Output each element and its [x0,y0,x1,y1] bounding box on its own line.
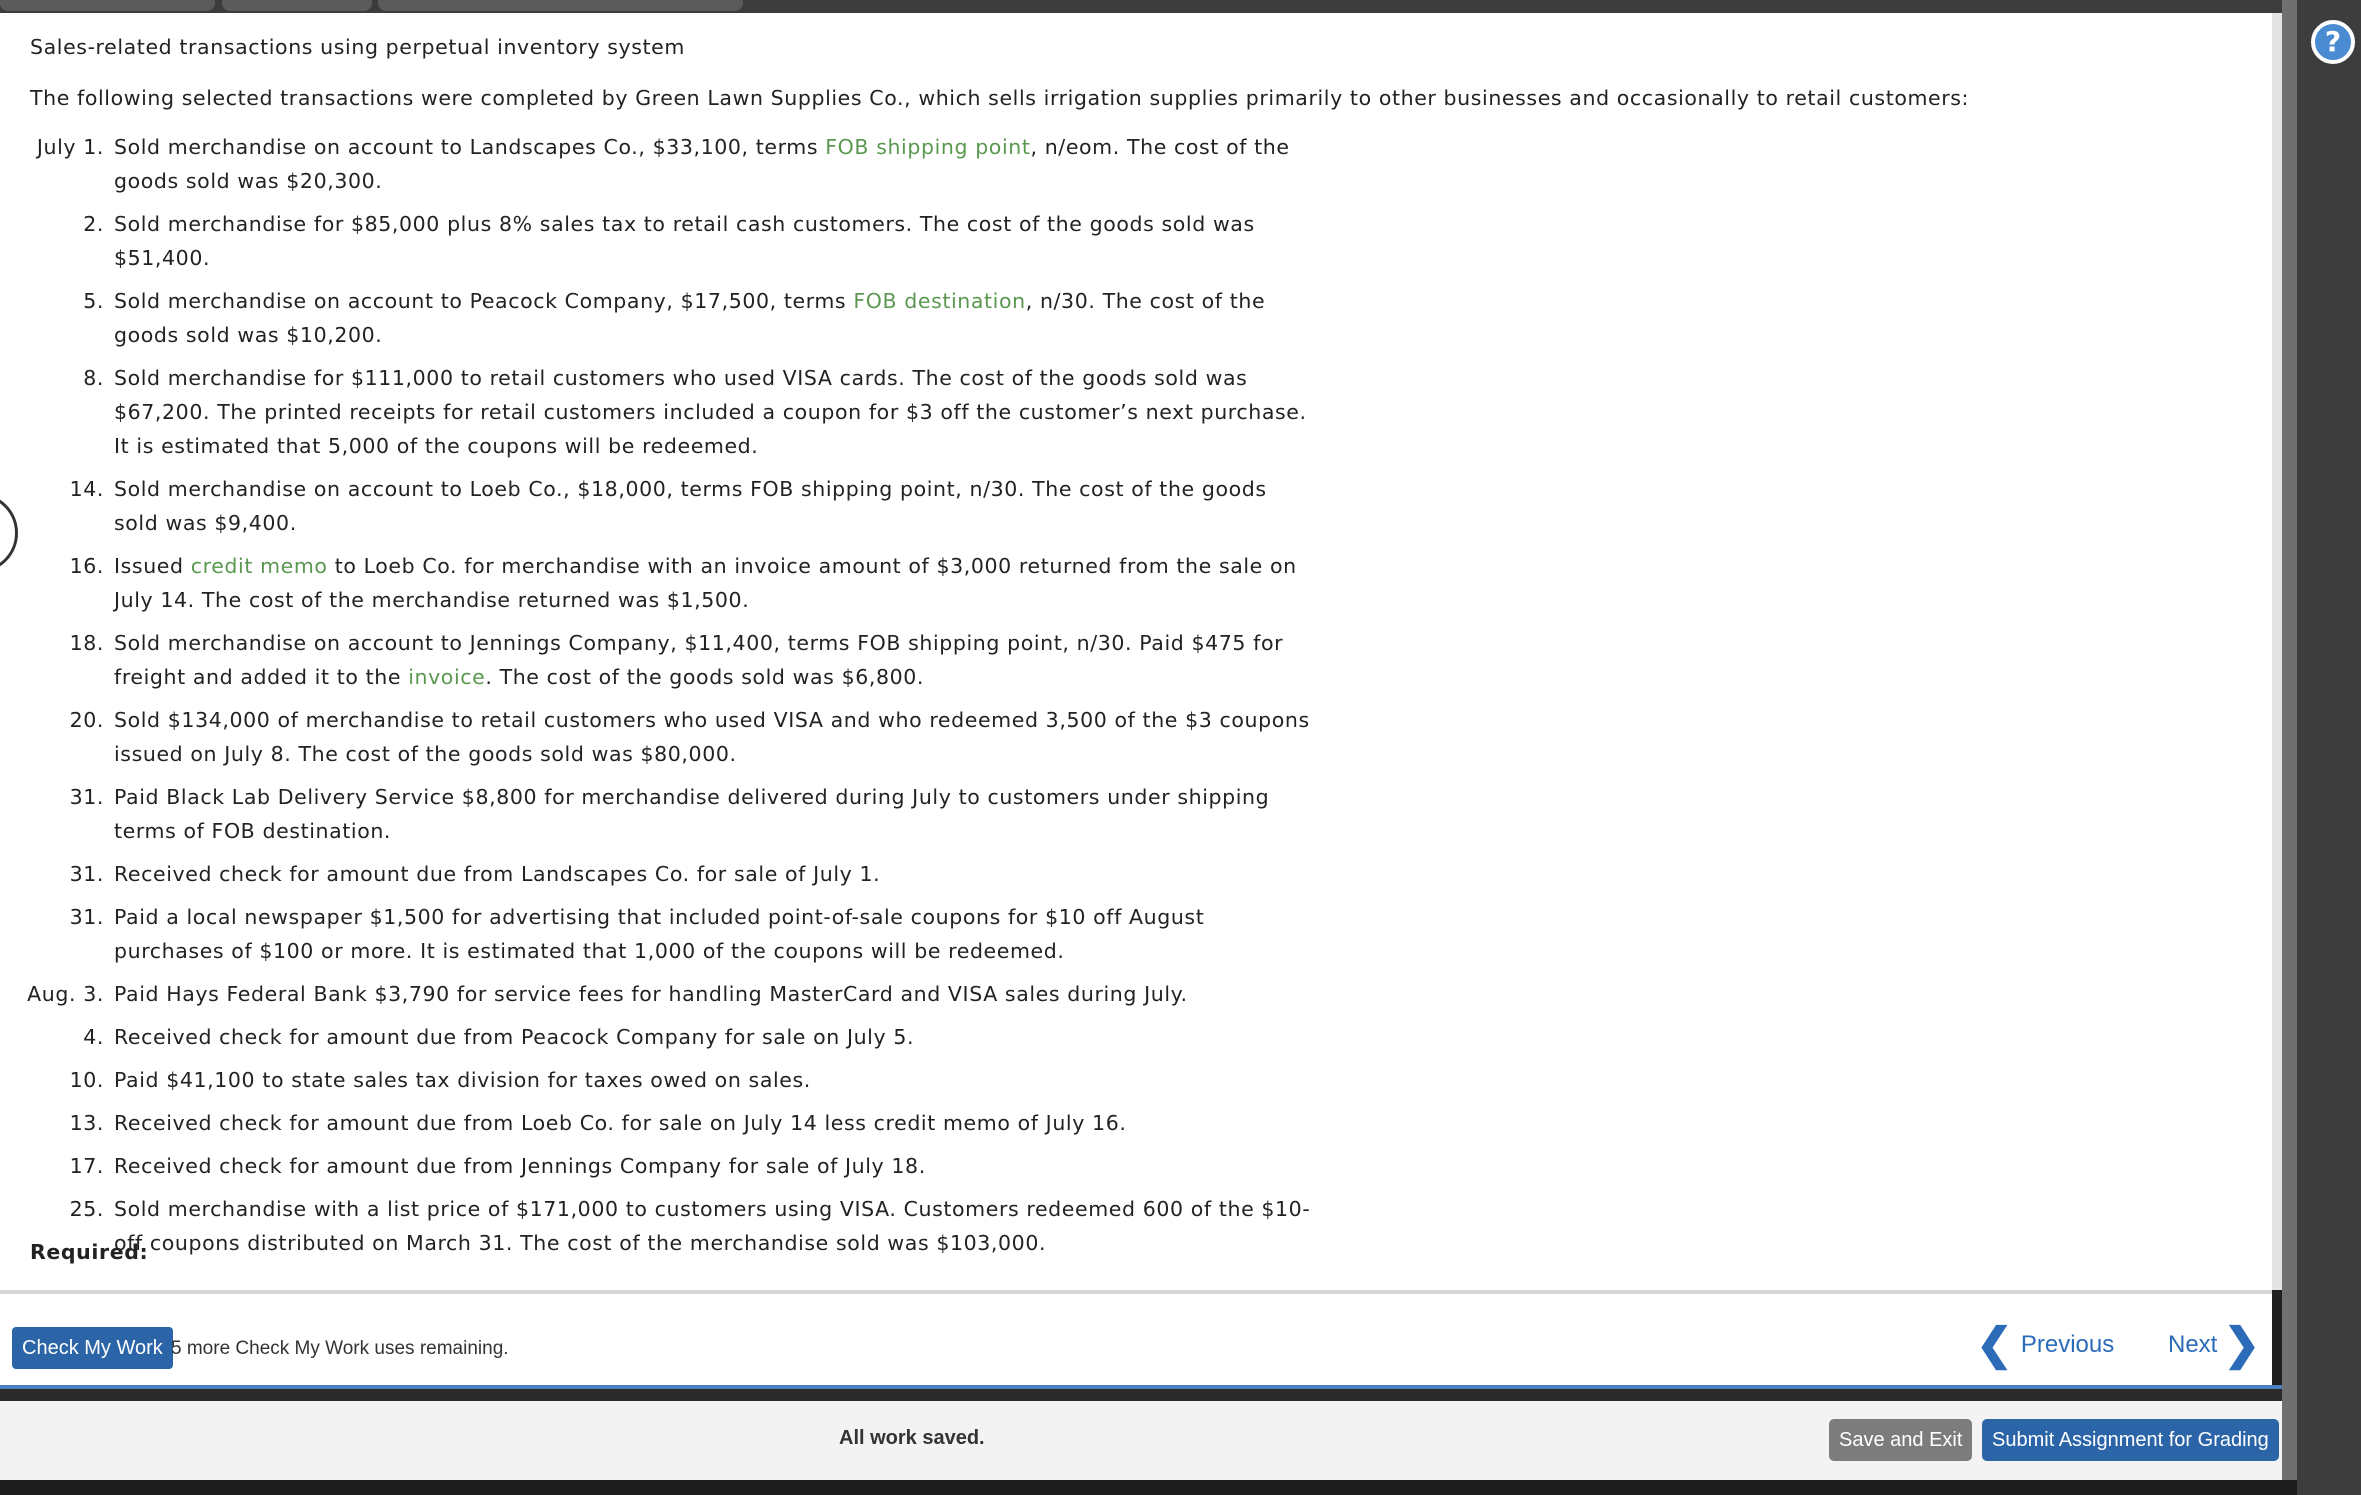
next-button[interactable] [2168,1320,2260,1370]
transaction-row [0,549,1320,617]
transaction-date: 17. [69,1154,104,1178]
transaction-text-part: Received check for amount due from Landscapes Co. for sale of July 1. [114,862,881,886]
transaction-row [0,977,1320,1011]
question-icon[interactable]: ? [2311,20,2355,64]
transaction-date: 8. [83,366,104,390]
transaction-row [0,626,1320,694]
divider [0,1389,2282,1401]
transaction-text [114,1149,1314,1183]
transaction-text-part: Sold merchandise on account to Landscapes Co., $33,100, terms [114,135,826,159]
transaction-text [114,207,1314,275]
transaction-row [0,361,1320,463]
transaction-text-part: . The cost of the goods sold was $6,800. [485,665,925,689]
transaction-text-part: Received check for amount due from Jennings Company for sale of July 18. [114,1154,926,1178]
transaction-text-part: Paid a local newspaper $1,500 for advertising that included point-of-sale coupons for $10 off August purchases of $100 or more. It is estimated that 1,000 of the coupons will be redeemed. [114,905,1205,963]
transaction-text-part: Received check for amount due from Peacock Company for sale on July 5. [114,1025,915,1049]
chevron-left-icon: ❮ [1976,1320,2013,1369]
transaction-text [114,284,1314,352]
transaction-date: 31. [69,905,104,929]
transaction-text-part: Sold merchandise on account to Loeb Co., $18,000, terms FOB shipping point, n/30. The cost of the goods sold was $9,400. [114,477,1267,535]
transaction-date: 10. [69,1068,104,1092]
transaction-text [114,1192,1314,1260]
transaction-text [114,1106,1314,1140]
previous-button[interactable] [1976,1320,2114,1370]
transaction-date: 13. [69,1111,104,1135]
check-uses-remaining: 5 more Check My Work uses remaining. [171,1338,509,1359]
transaction-date: 5. [83,289,104,313]
transaction-date: 2. [83,212,104,236]
transaction-text [114,1063,1314,1097]
top-tab[interactable] [378,0,743,11]
transaction-text [114,361,1314,463]
transaction-text [114,626,1314,694]
save-and-exit-button[interactable]: Save and Exit [1829,1419,1972,1461]
transaction-text [114,857,1314,891]
transaction-text-part: Paid $41,100 to state sales tax division for taxes owed on sales. [114,1068,811,1092]
transaction-text [114,1020,1314,1054]
transaction-text [114,472,1314,540]
transaction-row [0,857,1320,891]
glossary-link[interactable]: FOB destination [853,289,1026,313]
transaction-date: 14. [69,477,104,501]
problem-intro: The following selected transactions were completed by Green Lawn Supplies Co., which sells irrigation supplies primarily to other businesses and occasionally to retail customers: [30,86,1970,110]
transaction-row [0,130,1320,198]
transaction-text-part: to Loeb Co. for merchandise with an invoice amount of $3,000 returned from the sale on July 14. The cost of the merchandise returned was $1,500. [114,554,1297,612]
transaction-row [0,1192,1320,1260]
transaction-list [0,130,1320,1269]
problem-content [0,13,2272,1290]
transaction-text-part: Sold $134,000 of merchandise to retail customers who used VISA and who redeemed 3,500 of the $3 coupons issued on July 8. The cost of the goods sold was $80,000. [114,708,1310,766]
transaction-date: 25. [69,1197,104,1221]
transaction-text [114,977,1314,1011]
transaction-date: 20. [69,708,104,732]
transaction-text-part: Sold merchandise for $111,000 to retail customers who used VISA cards. The cost of the goods sold was $67,200. The printed receipts for retail customers included a coupon for $3 off the customer’s next purchase. It is estimated that 5,000 of the coupons will be redeemed. [114,366,1307,458]
transaction-date: 31. [69,862,104,886]
top-tab-bar [0,0,2282,13]
save-status: All work saved. [839,1427,985,1449]
chevron-right-icon: ❯ [2223,1320,2261,1369]
window-edge [2282,0,2297,1480]
transaction-row [0,1149,1320,1183]
glossary-link[interactable]: invoice [408,665,486,689]
transaction-text-part: Sold merchandise on account to Peacock Company, $17,500, terms [114,289,854,313]
transaction-row [0,780,1320,848]
transaction-date: 31. [69,785,104,809]
glossary-link[interactable]: credit memo [190,554,328,578]
transaction-text-part: Sold merchandise for $85,000 plus 8% sales tax to retail cash customers. The cost of the goods sold was $51,400. [114,212,1255,270]
transaction-row [0,1063,1320,1097]
problem-title: Sales-related transactions using perpetual inventory system [30,35,685,59]
transaction-date: July 1. [36,135,104,159]
transaction-row [0,900,1320,968]
transaction-text-part: Paid Black Lab Delivery Service $8,800 for merchandise delivered during July to customers under shipping terms of FOB destination. [114,785,1270,843]
transaction-text-part: , n/eom. The cost of the goods sold was $20,300. [114,135,1290,193]
transaction-date: 16. [69,554,104,578]
transaction-date: 4. [83,1025,104,1049]
divider [0,1290,2272,1294]
check-my-work-button[interactable]: Check My Work [12,1327,173,1369]
transaction-text-part: Sold merchandise on account to Jennings Company, $11,400, terms FOB shipping point, n/30. Paid $475 for freight and added it to the [114,631,1284,689]
glossary-link[interactable]: FOB shipping point [825,135,1031,159]
next-label: Next [2168,1331,2218,1358]
transaction-row [0,284,1320,352]
transaction-row [0,703,1320,771]
transaction-text-part: , n/30. The cost of the goods sold was $10,200. [114,289,1266,347]
transaction-text [114,130,1314,198]
transaction-row [0,1020,1320,1054]
previous-label: Previous [2020,1331,2115,1358]
transaction-text-part: Paid Hays Federal Bank $3,790 for service fees for handling MasterCard and VISA sales during July. [114,982,1188,1006]
transaction-text [114,549,1314,617]
required-label: Required: [30,1240,149,1264]
right-gutter [2297,0,2361,1495]
transaction-row [0,207,1320,275]
transaction-row [0,472,1320,540]
top-tab[interactable] [0,0,215,11]
content-scrollbar[interactable] [2272,13,2282,1290]
top-tab[interactable] [222,0,372,11]
transaction-date: 18. [69,631,104,655]
window-edge [0,1480,2297,1495]
transaction-text-part: Received check for amount due from Loeb Co. for sale on July 14 less credit memo of July 16. [114,1111,1127,1135]
transaction-text [114,900,1314,968]
submit-assignment-button[interactable]: Submit Assignment for Grading [1982,1419,2279,1461]
transaction-text [114,780,1314,848]
transaction-date: Aug. 3. [27,982,104,1006]
transaction-text-part: Sold merchandise with a list price of $171,000 to customers using VISA. Customers redeemed 600 of the $10-off coupons distributed on March 31. The cost of the merchandise sold was $103,000. [114,1197,1311,1255]
transaction-text [114,703,1314,771]
transaction-text-part: Issued [114,554,191,578]
transaction-row [0,1106,1320,1140]
